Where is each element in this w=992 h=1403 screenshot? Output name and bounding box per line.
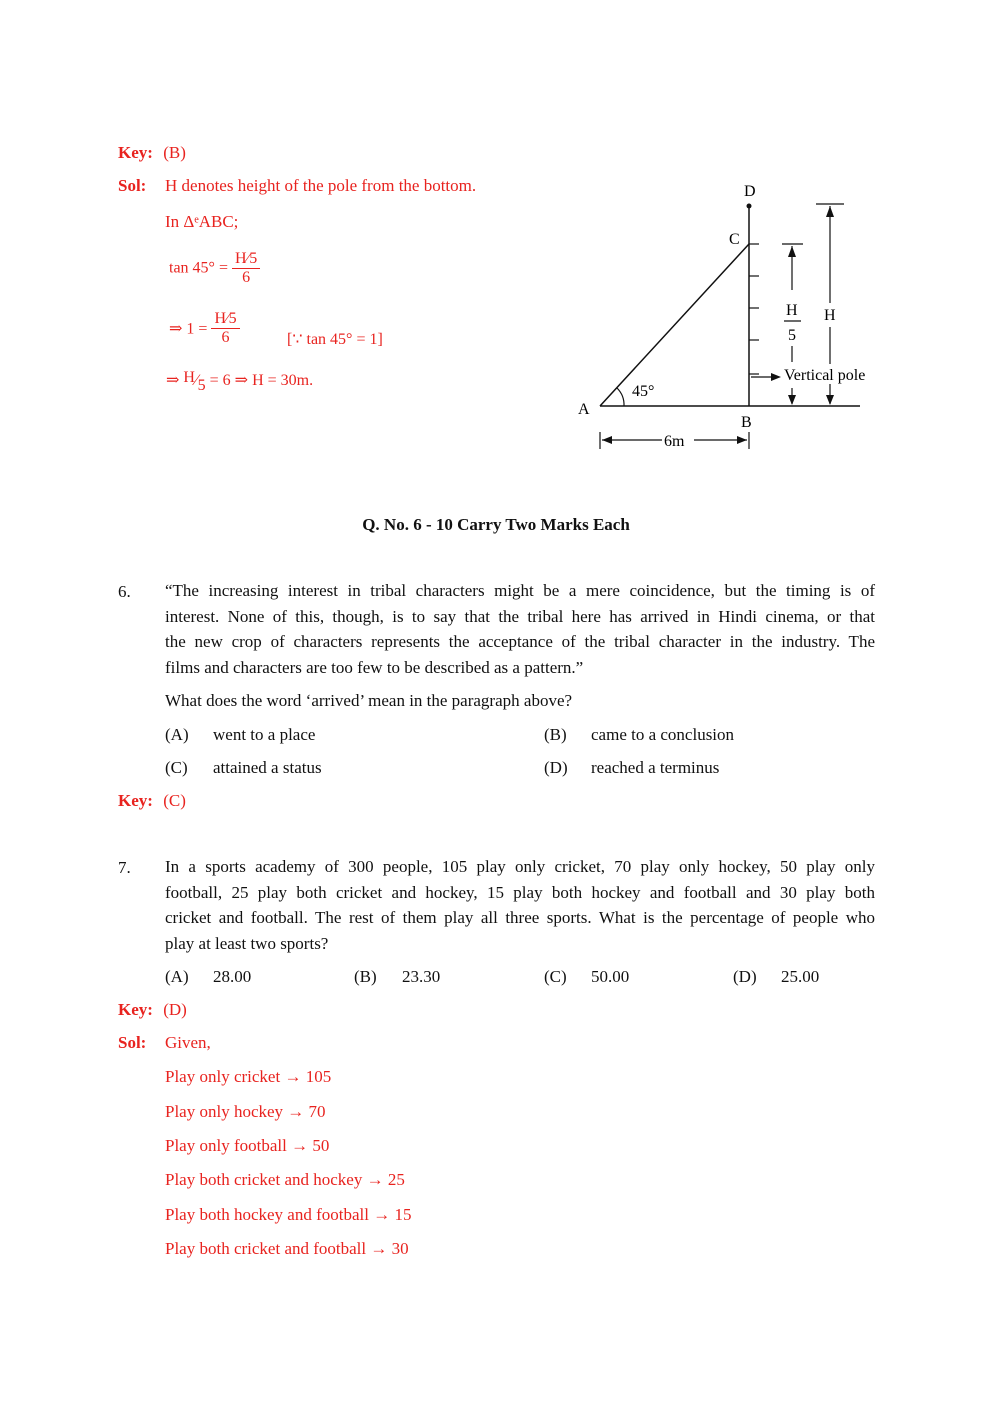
pole-ticks xyxy=(749,244,759,374)
option-text: reached a terminus xyxy=(591,758,720,777)
q6-line-4: films and characters are too few to be described as a pattern.” xyxy=(165,657,584,677)
q7-sol-row xyxy=(118,1033,146,1053)
q6-question: What does the word ‘arrived’ mean in the paragraph above? xyxy=(165,691,573,710)
q7-key-row xyxy=(118,1000,187,1020)
label-A: A xyxy=(578,401,590,418)
q6-option-b xyxy=(544,725,735,745)
equation-2 xyxy=(169,310,240,347)
q7-option-a xyxy=(165,967,252,987)
label-D: D xyxy=(744,183,756,200)
section-heading: Q. No. 6 - 10 Carry Two Marks Each xyxy=(362,515,630,534)
sol-line: Play only football → 50 xyxy=(165,1136,330,1155)
prev-sol-row xyxy=(118,176,146,196)
q7-line-2: football, 25 play both cricket and hockey, 15 play both hockey and football and 30 play both xyxy=(165,882,875,902)
hypotenuse-line xyxy=(600,244,749,406)
eq1-den: 6 xyxy=(242,269,251,286)
q7-option-c xyxy=(544,967,630,987)
option-label: (B) xyxy=(354,967,377,986)
option-label: (D) xyxy=(733,967,757,986)
q7-passage xyxy=(165,854,875,956)
q7-line-4: play at least two sports? xyxy=(165,933,329,953)
eq2-num-h: H xyxy=(214,310,226,327)
sol-line-1: H denotes height of the pole from the bottom. xyxy=(165,176,477,195)
option-text: 23.30 xyxy=(402,967,441,986)
eq2-num-5: 5 xyxy=(228,310,237,327)
option-text: attained a status xyxy=(213,758,322,777)
option-label: (A) xyxy=(165,725,189,744)
h5-num: H xyxy=(786,302,798,319)
sol-line: Play both hockey and football → 15 xyxy=(165,1205,412,1224)
option-label: (A) xyxy=(165,967,189,986)
q6-option-c xyxy=(165,758,322,778)
sol-line-2: In ΔᵉABC; xyxy=(165,212,239,231)
eq3-pre: ⇒ xyxy=(166,372,180,389)
label-C: C xyxy=(729,231,740,248)
sol-line: Play both cricket and football → 30 xyxy=(165,1239,409,1258)
eq1-fraction: $\frac{H⁄5}{6}$ xyxy=(232,250,260,287)
option-text: 50.00 xyxy=(591,967,630,986)
option-text: 25.00 xyxy=(781,967,820,986)
eq2-note: [∵ tan 45° = 1] xyxy=(287,331,383,348)
sol-line: Play both cricket and hockey → 25 xyxy=(165,1170,405,1189)
sol-given: Given, xyxy=(165,1033,211,1052)
prev-key-row xyxy=(118,143,186,163)
option-text: came to a conclusion xyxy=(591,725,735,744)
q6-number: 6. xyxy=(118,582,131,601)
h5-den: 5 xyxy=(788,327,796,344)
option-label: (C) xyxy=(544,967,567,986)
point-D xyxy=(747,204,752,209)
eq3-5: 5 xyxy=(197,377,206,394)
label-angle: 45° xyxy=(632,383,655,400)
option-label: (C) xyxy=(165,758,188,777)
q6-passage xyxy=(165,578,875,680)
q7-number: 7. xyxy=(118,858,131,877)
q6-line-1: “The increasing interest in tribal characters might be a mere coincidence, but the timing is of xyxy=(165,581,875,600)
sol-line: Play only cricket → 105 xyxy=(165,1067,332,1086)
eq1-num-5: 5 xyxy=(249,250,258,267)
label-H: H xyxy=(824,307,836,324)
eq3-h: H xyxy=(183,369,195,386)
sol-label: Sol: xyxy=(118,176,147,195)
q7-option-d xyxy=(733,967,820,987)
equation-1 xyxy=(169,250,260,287)
pole-diagram xyxy=(560,175,880,460)
sol-line: Play only hockey → 70 xyxy=(165,1102,326,1121)
angle-arc xyxy=(617,388,624,406)
q6-option-a xyxy=(165,725,316,745)
eq1-num-h: H xyxy=(234,250,247,267)
q7-option-b xyxy=(354,967,441,987)
label-B: B xyxy=(741,414,752,431)
eq1-lhs: tan 45° = xyxy=(169,259,228,277)
q6-key-row xyxy=(118,791,186,811)
key-value: (C) xyxy=(163,791,186,810)
sol-label: Sol: xyxy=(118,1033,147,1052)
key-label: Key: xyxy=(118,791,153,810)
key-label: Key: xyxy=(118,1000,153,1019)
option-text: 28.00 xyxy=(213,967,252,986)
label-vertical-pole: Vertical pole xyxy=(784,367,866,384)
q6-line-2: interest. None of this, though, is to say that the tribal here has arrived in Hindi cinema, or that xyxy=(165,606,875,626)
option-text: went to a place xyxy=(213,725,316,744)
key-value: (B) xyxy=(163,143,186,162)
eq3-post: = 6 ⇒ H = 30m. xyxy=(209,372,314,389)
option-label: (B) xyxy=(544,725,567,744)
key-label: Key: xyxy=(118,143,153,162)
eq2-fraction: $\frac{H⁄5}{6}$ xyxy=(211,310,239,347)
equation-3: ⇒ H⁄5 = 6 ⇒ H = 30m. xyxy=(166,369,314,394)
q7-line-3: cricket and football. The rest of them play all three sports. What is the percentage of people who xyxy=(165,908,875,927)
eq2-den: 6 xyxy=(221,329,230,346)
q7-line-1: In a sports academy of 300 people, 105 play only cricket, 70 play only hockey, 50 play only xyxy=(165,857,875,876)
option-label: (D) xyxy=(544,758,568,777)
key-value: (D) xyxy=(163,1000,187,1019)
q6-option-d xyxy=(544,758,720,778)
eq2-lhs: ⇒ 1 = xyxy=(169,320,208,338)
q6-line-3: the new crop of characters represents the acceptance of the tribal character in the industry. The xyxy=(165,632,875,651)
label-base: 6m xyxy=(664,433,685,450)
